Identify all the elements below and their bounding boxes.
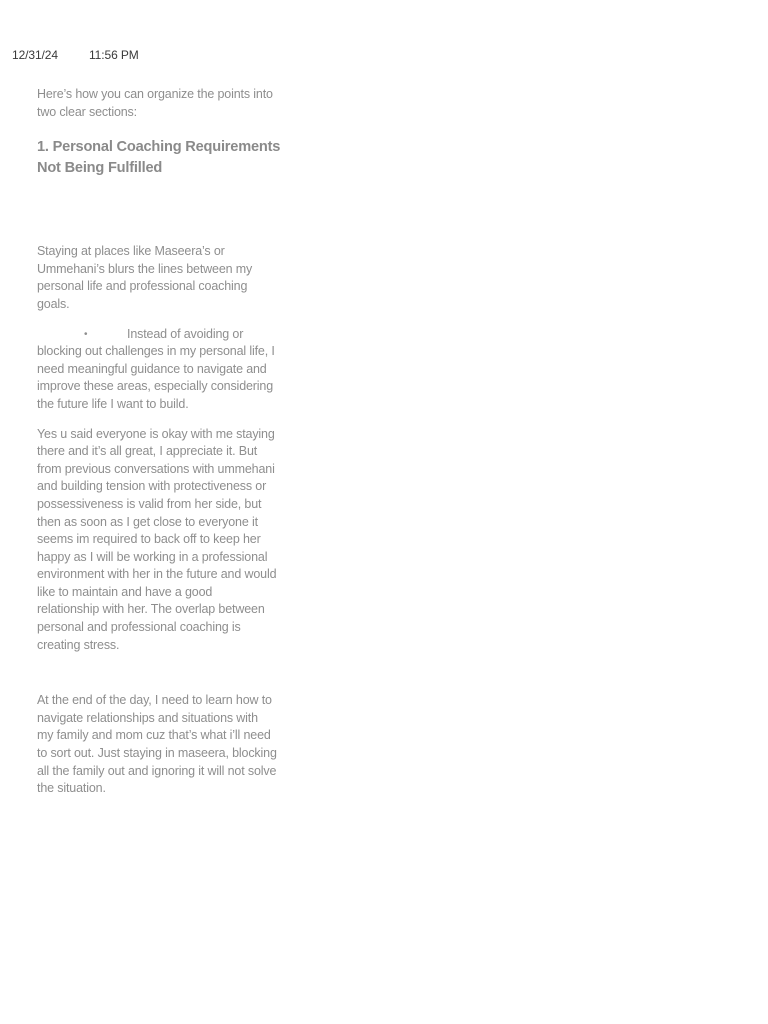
- paragraph-3: Yes u said everyone is okay with me staying there and it’s all great, I appreciate it. But from previous conversations with ummehani and building tension with protectiveness or possessiveness is valid from her side, but then as soon as I get close to everyone it seems im required to back off to keep her happy as I will be working in a professional environment with her in the future and would like to maintain and have a good relationship with her. The overlap between personal and professional coaching is creating stress.: [37, 426, 277, 652]
- bullet-paragraph: [37, 326, 277, 414]
- bullet-icon: •: [84, 328, 88, 340]
- document-body: [37, 86, 281, 798]
- paragraph-1: Staying at places like Maseera’s or Ummehani’s blurs the lines between my personal life and professional coaching goals.: [37, 244, 253, 311]
- print-date: 12/31/24: [12, 48, 58, 62]
- intro-text: Here’s how you can organize the points into two clear sections:: [37, 87, 273, 119]
- print-time: 11:56 PM: [89, 48, 139, 62]
- section-heading: 1. Personal Coaching Requirements Not Being Fulfilled: [37, 139, 281, 177]
- bullet-text: Instead of avoiding or blocking out challenges in my personal life, I need meaningful guidance to navigate and improve these areas, especially considering the future life I want to build.: [37, 326, 275, 411]
- paragraph-4: At the end of the day, I need to learn how to navigate relationships and situations with my family and mom cuz that’s what i’ll need to sort out. Just staying in maseera, blocking all the family out and ignoring it will not solve the situation.: [37, 693, 277, 796]
